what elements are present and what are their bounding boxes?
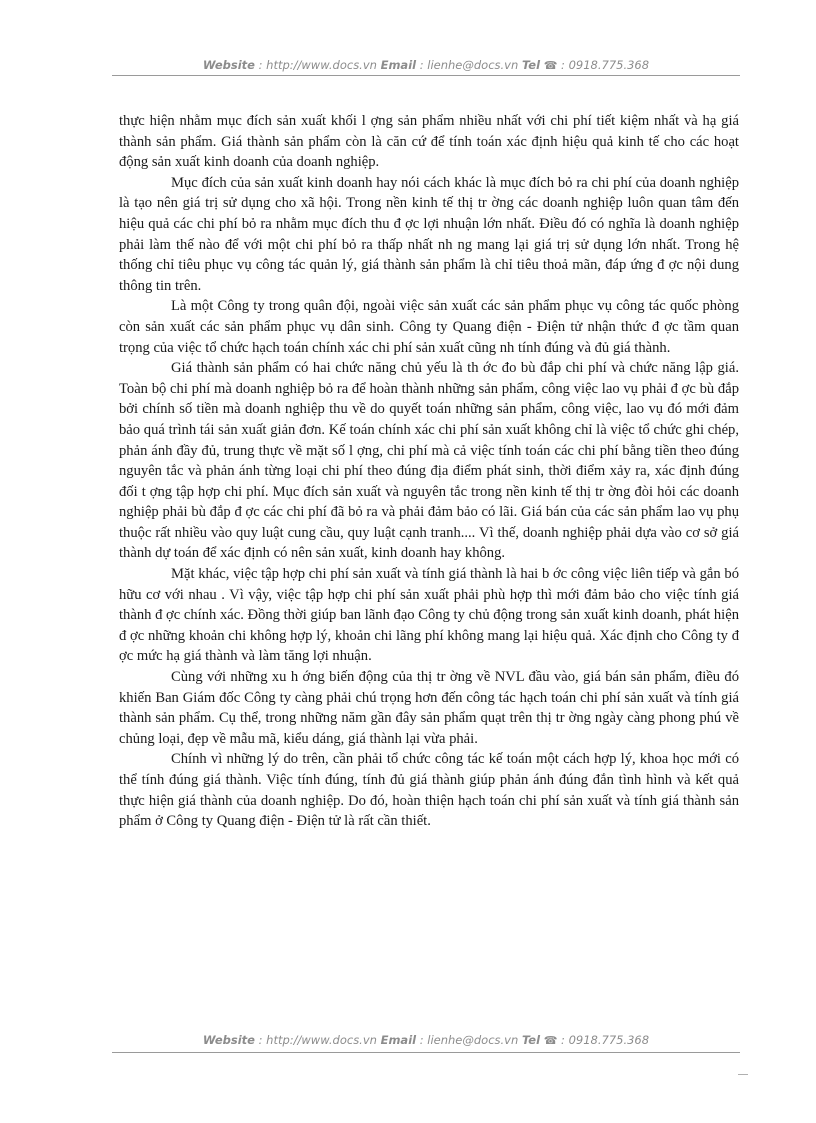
footer-rule xyxy=(112,1052,740,1053)
paragraph: Giá thành sản phẩm có hai chức năng chủ yếu là th ớc đo bù đắp chi phí và chức năng lập giá. Toàn bộ chi phí mà doanh nghiệp bỏ ra để hoàn thành những sản phẩm, công việc lao vụ phải đ ợc bù đắp bởi chính số tiền mà doanh nghiệp thu về do quyết toán những sản phẩm, công việc, lao vụ đó mới đảm bảo quá trình tái sản xuất giản đơn. Kế toán chính xác chi phí sản xuất không chỉ là việc tổ chức ghi chép, phản ánh đầy đủ, trung thực về mặt số l ợng, chi phí mà cả việc tính toán các chi phí bằng tiền theo đúng nguyên tắc và phản ánh từng loại chi phí theo đúng địa điểm phát sinh, thời điểm xảy ra, xác định đúng đối t ợng tập hợp chi phí. Mục đích sản xuất và nguyên tắc trong nền kinh tế thị tr ờng đòi hỏi các doanh nghiệp phải bù đắp đ ợc các chi phí đã bỏ ra và phải đảm bảo có lãi. Giá bán của các sản phẩm lao vụ phụ thuộc rất nhiều vào quy luật cung cầu, quy luật cạnh tranh.... Vì thế, doanh nghiệp phải dựa vào cơ sở giá thành dự toán để xác định có nên sản xuất, kinh doanh hay không. xyxy=(119,360,739,562)
header-website-label: Website xyxy=(202,58,255,72)
page-corner-mark xyxy=(738,1064,748,1075)
paragraph: Mục đích của sản xuất kinh doanh hay nói cách khác là mục đích bỏ ra chi phí của doanh nghiệp là tạo nên giá trị sử dụng cho xã hội. Trong nền kinh tế thị tr ờng các doanh nghiệp luôn quan tâm đến hiệu quả các chi phí bỏ ra nhằm mục đích thu đ ợc lợi nhuận lớn nhất. Điều đó có nghĩa là doanh nghiệp phải làm thế nào để với một chi phí bỏ ra thấp nhất nh ng mang lại giá trị sử dụng lớn nhất. Trong hệ thống chỉ tiêu phục vụ công tác quản lý, giá thành sản phẩm là chỉ tiêu thoả mãn, đáp ứng đ ợc nội dung thông tin trên. xyxy=(119,174,739,294)
footer-website-value: : http://www.docs.vn xyxy=(254,1033,381,1047)
header-website-value: : http://www.docs.vn xyxy=(254,58,381,72)
footer-tel-value: : 0918.775.368 xyxy=(557,1033,650,1047)
footer-email-label: Email xyxy=(380,1033,417,1047)
page-footer xyxy=(112,1033,740,1047)
document-body xyxy=(119,111,739,832)
phone-icon: ☎ xyxy=(543,59,558,72)
footer-email-value: : lienhe@docs.vn xyxy=(416,1033,522,1047)
footer-tel-label: Tel xyxy=(521,1033,541,1047)
page-header xyxy=(112,58,740,72)
phone-icon: ☎ xyxy=(543,1034,558,1047)
header-rule xyxy=(112,75,740,76)
header-tel-value: : 0918.775.368 xyxy=(557,58,650,72)
header-email-label: Email xyxy=(380,58,417,72)
header-email-value: : lienhe@docs.vn xyxy=(416,58,522,72)
paragraph: Cùng với những xu h ớng biến động của thị tr ờng về NVL đầu vào, giá bán sản phẩm, điều đó khiến Ban Giám đốc Công ty càng phải chú trọng hơn đến công tác hạch toán chi phí sản xuất và tính giá thành sản phẩm. Cụ thể, trong những năm gần đây sản phẩm quạt trên thị tr ờng ngày càng phong phú về chủng loại, đẹp về mẫu mã, kiểu dáng, giá thành lại vừa phải. xyxy=(119,669,739,747)
paragraph: Là một Công ty trong quân đội, ngoài việc sản xuất các sản phẩm phục vụ công tác quốc phòng còn sản xuất các sản phẩm phục vụ dân sinh. Công ty Quang điện - Điện tử nhận thức đ ợc tầm quan trọng của việc tổ chức hạch toán chính xác chi phí sản xuất cũng nh tính đúng và đủ giá thành. xyxy=(119,298,739,356)
header-tel-label: Tel xyxy=(521,58,541,72)
paragraph: Chính vì những lý do trên, cần phải tổ chức công tác kế toán một cách hợp lý, khoa học mới có thể tính đúng giá thành. Việc tính đúng, tính đủ giá thành giúp phản ánh đúng đắn tình hình và kết quả thực hiện giá thành của doanh nghiệp. Do đó, hoàn thiện hạch toán chi phí sản xuất và tính giá thành sản phẩm ở Công ty Quang điện - Điện tử là rất cần thiết. xyxy=(119,751,739,830)
footer-website-label: Website xyxy=(202,1033,255,1047)
paragraph: Mặt khác, việc tập hợp chi phí sản xuất và tính giá thành là hai b ớc công việc liên tiếp và gắn bó hữu cơ với nhau . Vì vậy, việc tập hợp chi phí sản xuất phải phù hợp thì mới đảm bảo cho việc tính giá thành đ ợc chính xác. Đồng thời giúp ban lãnh đạo Công ty chủ động trong sản xuất kinh doanh, phát hiện đ ợc những khoản chi không hợp lý, khoản chi lãng phí không mang lại hiệu quả. Xác định cho Công ty đ ợc mức hạ giá thành và làm tăng lợi nhuận. xyxy=(119,566,739,665)
paragraph: thực hiện nhằm mục đích sản xuất khối l ợng sản phẩm nhiều nhất với chi phí tiết kiệm nhất và hạ giá thành sản phẩm. Giá thành sản phẩm còn là căn cứ để tính toán xác định hiệu quả kinh tế cho các hoạt động sản xuất kinh doanh của doanh nghiệp. xyxy=(119,113,739,171)
